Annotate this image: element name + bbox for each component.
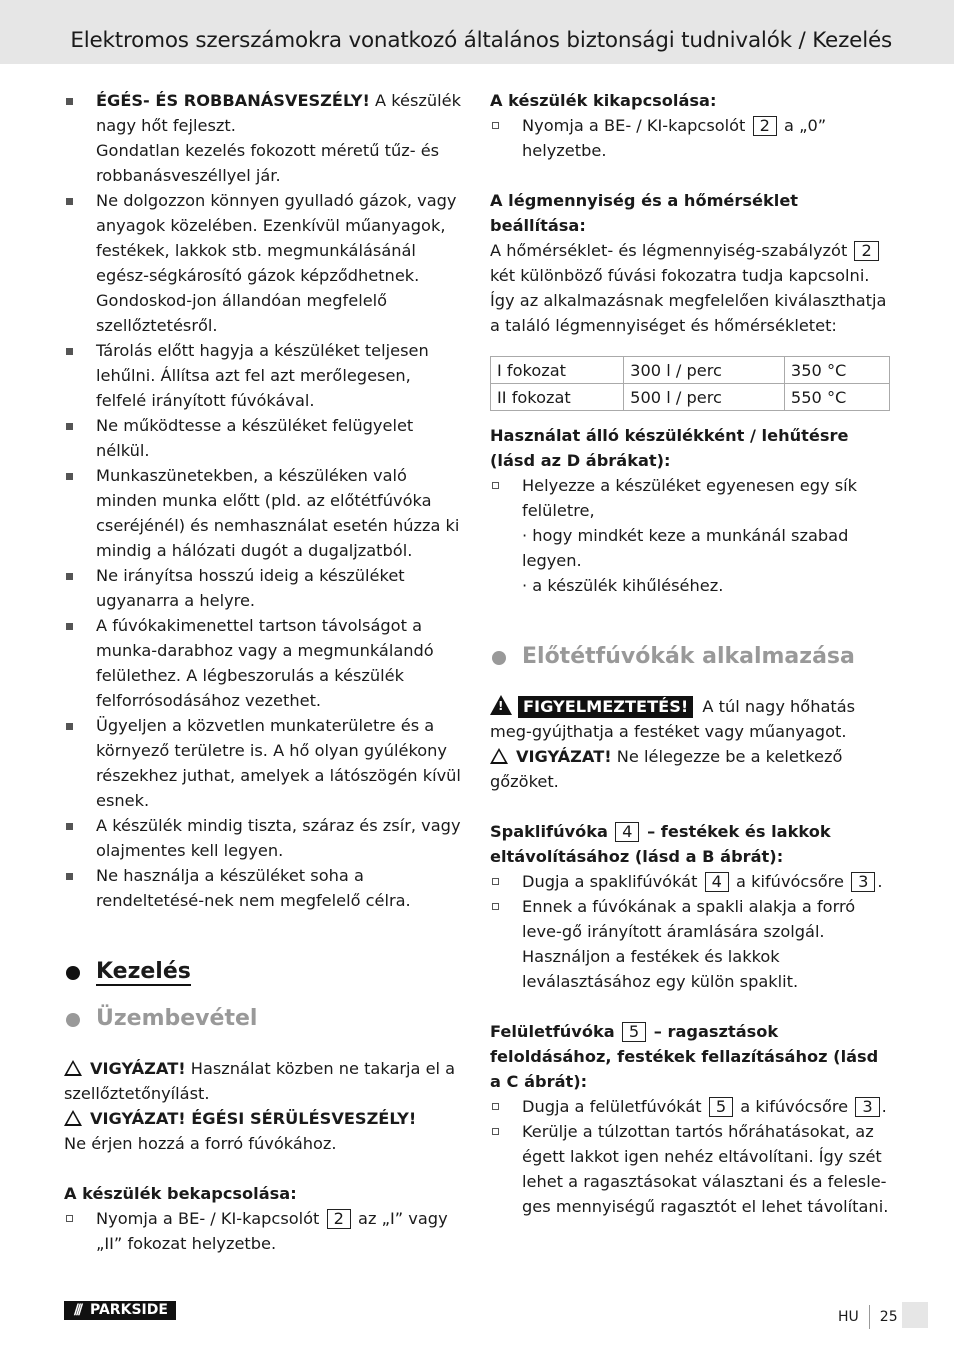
sub-list-item: · a készülék kihűléséhez. — [522, 576, 724, 595]
table-cell: 350 °C — [784, 357, 889, 384]
warning-triangle-icon — [64, 1060, 82, 1076]
left-column — [64, 88, 466, 1256]
right-column — [490, 88, 892, 1219]
bullet-dot-icon — [66, 1013, 80, 1027]
part-number-box: 2 — [854, 241, 878, 261]
subheading-switch-off: A készülék kikapcsolása: — [490, 91, 717, 110]
section-heading-nozzles: Előtétfúvókák alkalmazása — [490, 644, 892, 669]
part-number-box: 4 — [705, 872, 729, 892]
warning-triangle-icon — [490, 695, 512, 715]
list-item: Nyomja a BE- / KI-kapcsolót 2 a „0” helyzetbe. — [490, 113, 892, 163]
bullet-dot-icon — [66, 966, 80, 980]
list-item: Tárolás előtt hagyja a készüléket teljesen lehűlni. Állítsa azt fel azt merőlegesen, felfelé irányított fúvókával. — [64, 338, 466, 413]
part-number-box: 2 — [753, 116, 777, 136]
list-item: Ennek a fúvókának a spakli alakja a forró leve-gő irányított áramlására szolgál. Használjon a festékek és lakkok leválasztásához egy külön spaklit. — [490, 894, 892, 994]
part-number-box: 5 — [622, 1022, 646, 1042]
divider — [869, 1305, 870, 1329]
list-item: Ne használja a készüléket soha a rendeltetésé-nek nem megfelelő célra. — [64, 863, 466, 913]
list-item-text: A készülék nagy hőt fejleszt. — [96, 91, 462, 135]
caution-block: VIGYÁZAT! Használat közben ne takarja el a szellőztetőnyílást. — [64, 1059, 456, 1103]
caution-block: VIGYÁZAT! ÉGÉSI SÉRÜLÉSVESZÉLY! Ne érjen hozzá a forró fúvókához. — [64, 1109, 417, 1153]
list-item: Kerülje a túlzottan tartós hőráhatásokat, az égett lakkot igen nehéz eltávolítani. Így szét lehet a ragasztásokat választani és a felesle-ges mennyiségű ragasztót el lehet távolítani. — [490, 1119, 892, 1219]
part-number-box: 2 — [327, 1209, 351, 1229]
brand-logo: /// PARKSIDE — [64, 1301, 176, 1320]
list-item: Ügyeljen a közvetlen munkaterületre és a környező területre is. A hő olyan gyúlékony részekhez juthat, amelyek a látószögén kívül esnek. — [64, 713, 466, 813]
settings-table — [490, 356, 890, 411]
page-header — [0, 0, 954, 64]
list-item: Munkaszünetekben, a készüléken való minden munka előtt (pld. az előtétfúvóka cseréjénél) és nemhasználat esetén húzza ki mindig a hálózati dugót a dugaljzatból. — [64, 463, 466, 563]
part-number-box: 4 — [615, 822, 639, 842]
table-cell: II fokozat — [491, 384, 624, 411]
part-number-box: 3 — [851, 872, 875, 892]
list-item: Ne dolgozzon könnyen gyulladó gázok, vagy anyagok közelében. Ezenkívül műanyagok, festékek, lakkok stb. megmunkálásánál egész-ségkárosító gázok képződhetnek. Gondoskod-jon állandóan megfelelő szellőztetésről. — [64, 188, 466, 338]
part-number-box: 5 — [709, 1097, 733, 1117]
bullet-dot-icon — [492, 651, 506, 665]
subheading-switch-on: A készülék bekapcsolása: — [64, 1184, 297, 1203]
list-item: Dugja a felületfúvókát 5 a kifúvócsőre 3 . — [490, 1094, 892, 1119]
table-cell: 300 l / perc — [624, 357, 785, 384]
list-item-text: Gondatlan kezelés fokozott méretű tűz- és robbanásveszéllyel jár. — [96, 141, 440, 185]
subheading-spatula: Spaklifúvóka 4 – festékek és lakkok eltávolításához (lásd a B ábrát): — [490, 822, 831, 866]
sub-list-item: · hogy mindkét keze a munkánál szabad legyen. — [522, 526, 849, 570]
table-row — [491, 357, 890, 384]
footer-tab — [902, 1302, 928, 1328]
warning-triangle-icon — [490, 748, 508, 764]
list-item — [64, 88, 466, 188]
list-item: Helyezze a készüléket egyenesen egy sík felületre, — [490, 473, 892, 523]
list-item: A fúvókakimenettel tartson távolságot a munka-darabhoz vagy a megmunkálandó felülethez. A légbeszorulás a készülék felforrósodásához vezethet. — [64, 613, 466, 713]
subheading-surface: Felületfúvóka 5 – ragasztások feloldásához, festékek fellazításához (lásd a C ábrát): — [490, 1022, 879, 1091]
warning-triangle-icon — [64, 1110, 82, 1126]
list-item: A készülék mindig tiszta, száraz és zsír, vagy olajmentes kell legyen. — [64, 813, 466, 863]
paragraph: A hőmérséklet- és légmennyiség-szabályzót 2 két különböző fúvási fokozatra tudja kapcsolni. Így az alkalmazásnak megfelelően kiválaszthatja a találó légmennyiséget és hőmérsékletet: — [490, 241, 887, 335]
page-title: Elektromos szerszámokra vonatkozó általános biztonsági tudnivalók / Kezelés — [70, 28, 892, 53]
bold-warning: ÉGÉS- ÉS ROBBANÁSVESZÉLY! — [96, 91, 370, 110]
language-code: HU — [838, 1309, 859, 1325]
table-cell: 550 °C — [784, 384, 889, 411]
section-heading-kezeles: Kezelés — [64, 959, 466, 984]
page-number: 25 — [879, 1309, 898, 1325]
table-row — [491, 384, 890, 411]
table-cell: 500 l / perc — [624, 384, 785, 411]
warning-block: !FIGYELMEZTETÉS! A túl nagy hőhatás meg-gyújthatja a festéket vagy műanyagot. — [490, 694, 892, 744]
warning-label: FIGYELMEZTETÉS! — [518, 696, 693, 718]
page-footer — [838, 1305, 898, 1329]
list-item: Nyomja a BE- / KI-kapcsolót 2 az „I” vagy „II” fokozat helyzetbe. — [64, 1206, 466, 1256]
subheading-air-temp: A légmennyiség és a hőmérséklet beállítása: — [490, 191, 799, 235]
caution-block: VIGYÁZAT! Ne lélegezze be a keletkező gőzöket. — [490, 747, 843, 791]
part-number-box: 3 — [855, 1097, 879, 1117]
list-item: Dugja a spaklifúvókát 4 a kifúvócsőre 3 . — [490, 869, 892, 894]
logo-stripes-icon: /// — [73, 1302, 81, 1318]
list-item: Ne működtesse a készüléket felügyelet nélkül. — [64, 413, 466, 463]
table-cell: I fokozat — [491, 357, 624, 384]
subheading-stand-use: Használat álló készülékként / lehűtésre (lásd az D ábrákat): — [490, 426, 849, 470]
list-item: Ne irányítsa hosszú ideig a készüléket ugyanarra a helyre. — [64, 563, 466, 613]
section-heading-uzembevetel: Üzembevétel — [64, 1006, 466, 1031]
